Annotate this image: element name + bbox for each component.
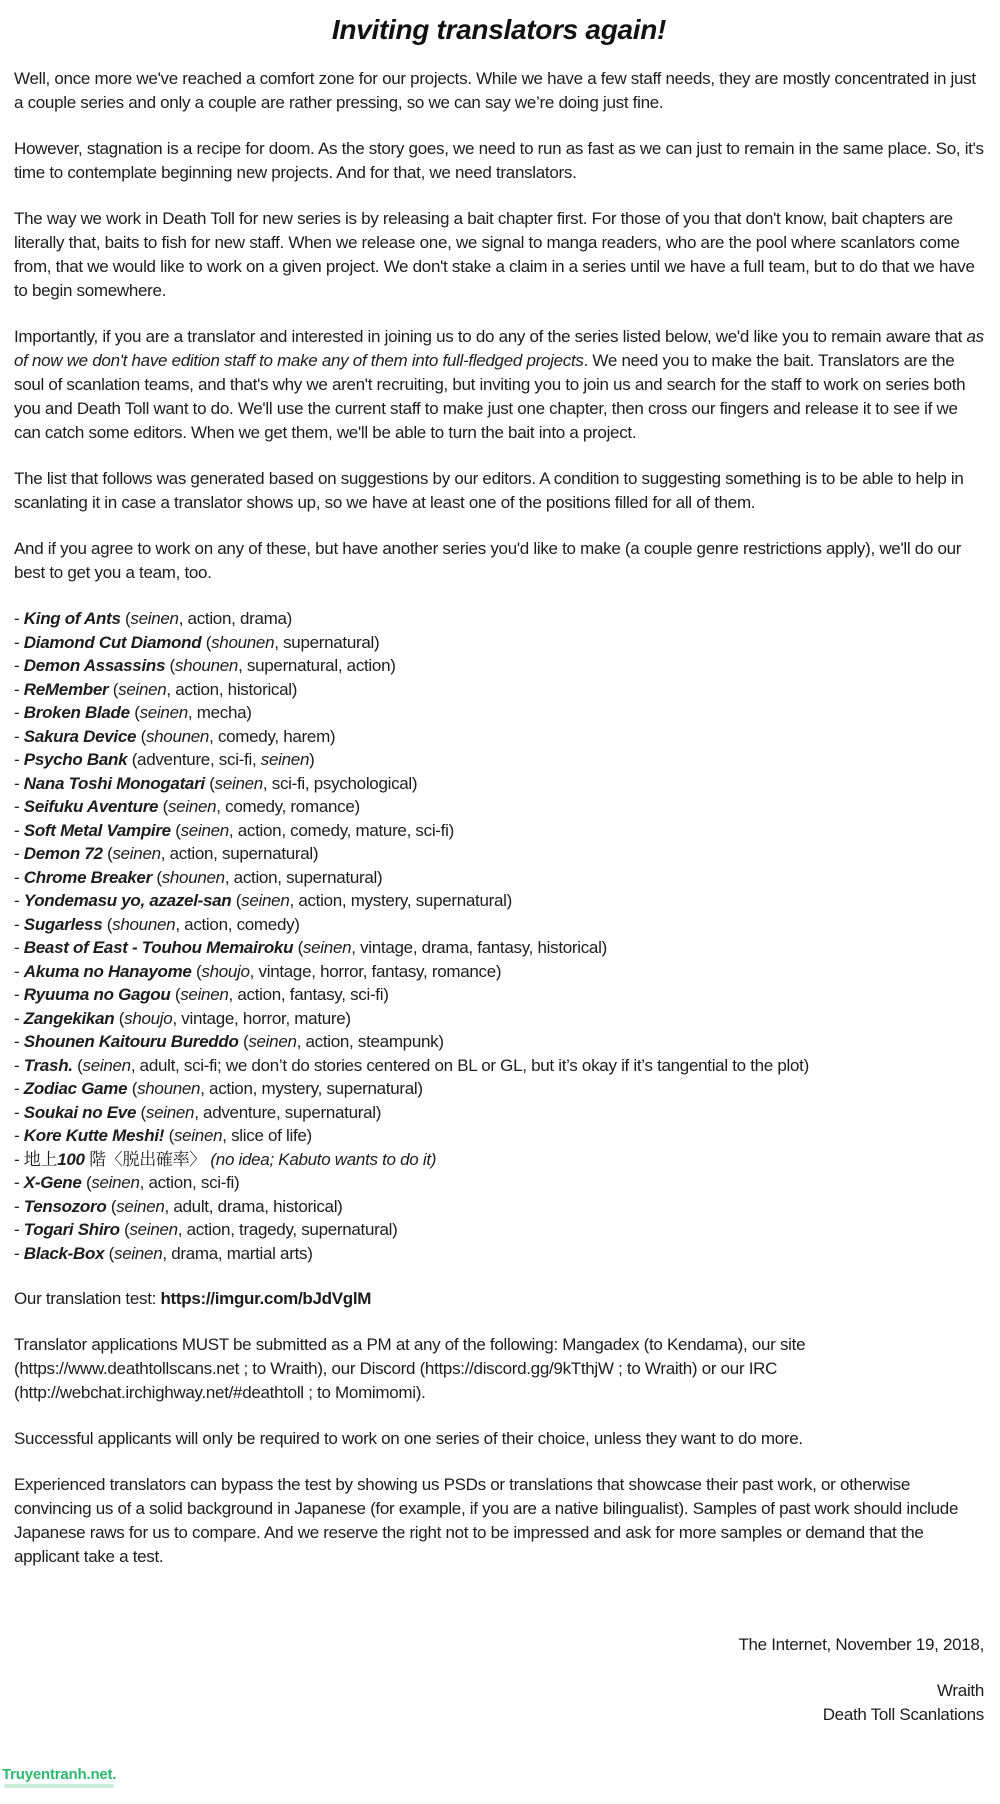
text-segment: Ryuuma no Gagou <box>23 985 171 1004</box>
text-segment: , mecha) <box>187 703 252 722</box>
text-segment: Successful applicants will only be required to work on one series of their choice, unless they want to do more. <box>14 1429 803 1448</box>
series-list-item <box>14 631 984 655</box>
text-segment: - <box>14 1196 24 1216</box>
text-segment: ( <box>158 797 168 816</box>
signature-dateline: The Internet, November 19, 2018, <box>738 1635 984 1654</box>
text-segment: Akuma no Hanayome <box>23 961 192 981</box>
text-segment: , action, steampunk) <box>296 1032 444 1051</box>
text-segment: ReMember <box>23 679 109 699</box>
text-segment: And if you agree to work on any of these, but have another series you'd like to make (a couple genre restrictions apply), we'll do our best to get you a team, too. <box>14 539 962 582</box>
series-list-item <box>14 983 984 1007</box>
series-list-item <box>14 960 984 984</box>
text-segment: ( <box>151 867 162 887</box>
text-segment: seinen <box>118 679 167 699</box>
text-segment: ( <box>127 1079 138 1098</box>
series-list-item <box>14 607 984 631</box>
text-segment: shounen <box>112 914 176 934</box>
text-segment: Seifuku Aventure <box>23 797 159 816</box>
text-segment: - <box>14 773 24 793</box>
text-segment: shounen <box>161 867 225 887</box>
text-segment: seinen <box>302 938 352 957</box>
text-segment: ( <box>102 914 113 934</box>
watermark-subtext <box>4 1784 114 1788</box>
text-segment: , supernatural, action) <box>238 656 396 675</box>
text-segment: ( <box>136 726 146 746</box>
text-segment: ( <box>108 679 119 699</box>
text-segment: shounen <box>211 632 275 652</box>
text-segment: seinen <box>114 1243 163 1263</box>
text-segment: , adventure, supernatural) <box>194 1102 382 1122</box>
text-segment: - <box>14 750 24 769</box>
text-segment: ( <box>106 1196 117 1216</box>
text-segment: - <box>14 1126 24 1145</box>
series-list-item <box>14 1218 984 1242</box>
signature-block <box>14 1633 984 1727</box>
text-segment: Yondemasu yo, azazel-san <box>23 891 232 910</box>
text-segment: - <box>14 656 24 675</box>
text-segment: , slice of life) <box>222 1126 312 1145</box>
paragraph <box>14 207 984 303</box>
text-segment: seinen <box>248 1032 297 1051</box>
series-list-item <box>14 1242 984 1266</box>
text-segment: - <box>14 632 24 652</box>
series-list-item <box>14 913 984 937</box>
text-segment: - <box>14 1055 24 1075</box>
text-segment: - <box>14 1008 24 1028</box>
paragraph <box>14 137 984 185</box>
series-list-item <box>14 654 984 678</box>
text-segment: Chrome Breaker <box>23 867 152 887</box>
text-segment: Shounen Kaitouru Bureddo <box>23 1032 239 1051</box>
series-list-item <box>14 678 984 702</box>
page-title: Inviting translators again! <box>331 14 667 45</box>
series-list-item <box>14 936 984 960</box>
text-segment: (adventure, sci-fi, <box>127 750 261 769</box>
text-segment: The list that follows was generated based on suggestions by our editors. A condition to suggesting something is to be able to help in scanlating it in case a translator shows up, so we have at least one of the positions filled for all of them. <box>14 469 964 512</box>
text-segment: , action, supernatural) <box>224 867 383 887</box>
text-segment: X-Gene <box>23 1173 82 1192</box>
text-segment: - <box>14 985 24 1004</box>
text-segment: , vintage, horror, fantasy, romance) <box>249 961 502 981</box>
text-segment: shoujo <box>201 961 250 981</box>
text-segment: ( <box>129 703 140 722</box>
text-segment: ) <box>309 750 315 769</box>
text-segment: Experienced translators can bypass the test by showing us PSDs or translations that showcase their past work, or otherwise convincing us of a solid background in Japanese (for example, if you are a native bilingualist). Samples of past work should include Japanese raws for us to compare. And we reserve the right not to be impressed and ask for more samples or demand that the applicant take a test. <box>14 1475 959 1566</box>
series-list-item <box>14 1148 984 1172</box>
text-segment: - <box>14 679 24 699</box>
text-segment: Kore Kutte Meshi! <box>23 1126 165 1145</box>
text-segment: ( <box>170 985 181 1004</box>
text-segment: ( <box>72 1055 83 1075</box>
text-segment: seinen <box>91 1173 140 1192</box>
series-list-item <box>14 889 984 913</box>
text-segment: seinen <box>214 773 263 793</box>
text-segment: ( <box>238 1032 249 1051</box>
paragraph <box>14 325 984 445</box>
text-segment: , action, drama) <box>178 609 293 628</box>
text-segment: (no idea; Kabuto wants to do it) <box>210 1149 437 1169</box>
text-segment: Trash. <box>23 1055 73 1075</box>
text-segment: seinen <box>139 703 188 722</box>
text-segment: - <box>14 1102 24 1122</box>
text-segment: - <box>14 797 24 816</box>
text-segment: Well, once more we've reached a comfort zone for our projects. While we have a few staff needs, they are mostly concentrated in just a couple series and only a couple are rather pressing, so we can say we’re doing just fine. <box>14 69 976 112</box>
text-segment: - <box>14 1173 24 1192</box>
text-segment: - <box>14 703 24 722</box>
text-segment: Our translation test: <box>14 1289 161 1308</box>
text-segment: shounen <box>174 656 239 675</box>
text-segment: seinen <box>180 820 229 840</box>
text-segment: , action, comedy, mature, sci-fi) <box>228 820 454 840</box>
text-segment: Zodiac Game <box>23 1079 128 1098</box>
series-list-item <box>14 1171 984 1195</box>
text-segment: ( <box>164 1126 174 1145</box>
series-list <box>14 607 984 1265</box>
text-segment: 100 <box>57 1149 85 1169</box>
series-list-item <box>14 772 984 796</box>
paragraph <box>14 1333 984 1405</box>
text-segment: - <box>14 820 24 840</box>
text-segment: ( <box>81 1173 92 1192</box>
text-segment: , adult, drama, historical) <box>164 1196 343 1216</box>
text-segment: Diamond Cut Diamond <box>23 632 202 652</box>
paragraph <box>14 1287 984 1311</box>
text-segment: seinen <box>82 1055 131 1075</box>
text-segment: ( <box>293 938 303 957</box>
text-segment: King of Ants <box>23 609 121 628</box>
text-segment: https://imgur.com/bJdVglM <box>160 1289 372 1308</box>
text-segment: , action, historical) <box>166 679 298 699</box>
text-segment: Sakura Device <box>23 726 137 746</box>
text-segment: Translator applications MUST be submitted as a PM at any of the following: Mangadex (to Kendama), our site (https://www.deathtollscans.net ; to Wraith), our Discord (https://discord.gg/9kTthjW ; to Wraith) or our IRC (http://webchat.irchighway.net/#deathtoll ; to Momimomi). <box>14 1335 806 1402</box>
series-list-item <box>14 1030 984 1054</box>
paragraph <box>14 1473 984 1569</box>
text-segment: ( <box>191 961 202 981</box>
series-list-item <box>14 1124 984 1148</box>
text-segment: - <box>14 1032 24 1051</box>
text-segment: ( <box>231 891 242 910</box>
text-segment: seinen <box>112 844 161 863</box>
text-segment: Soukai no Eve <box>23 1102 137 1122</box>
paragraph <box>14 67 984 115</box>
text-segment: seinen <box>260 750 310 769</box>
paragraph <box>14 537 984 585</box>
text-segment: ( <box>120 609 131 628</box>
text-segment: Togari Shiro <box>23 1220 120 1239</box>
text-segment: - <box>14 609 24 628</box>
intro-paragraphs <box>14 67 984 585</box>
outro-paragraphs <box>14 1287 984 1569</box>
text-segment: shounen <box>145 726 210 746</box>
watermark: Truyentranh.net. <box>2 1766 117 1783</box>
text-segment: ( <box>102 844 113 863</box>
text-segment: Tensozoro <box>23 1196 107 1216</box>
text-segment: The way we work in Death Toll for new series is by releasing a bait chapter first. For those of you that don't know, bait chapters are literally that, baits to fish for new staff. When we release one, we signal to manga readers, who are the pool where scanlators come from, that we would like to work on a given project. We don't stake a claim in a series until we have a full team, but to do that we have to begin somewhere. <box>14 209 975 300</box>
series-list-item <box>14 1195 984 1219</box>
series-list-item <box>14 795 984 819</box>
text-segment: - <box>14 726 24 746</box>
text-segment: ( <box>104 1243 115 1263</box>
text-segment: - <box>14 1220 24 1239</box>
signature-group: Death Toll Scanlations <box>822 1705 984 1724</box>
text-segment: Demon Assassins <box>23 656 166 675</box>
text-segment: , sci-fi, psychological) <box>262 773 418 793</box>
text-segment: Black-Box <box>23 1243 105 1263</box>
text-segment: seinen <box>129 1220 178 1239</box>
text-segment: Demon 72 <box>23 844 103 863</box>
text-segment: ( <box>119 1220 130 1239</box>
text-segment: ( <box>114 1008 125 1028</box>
text-segment: , comedy, harem) <box>209 726 336 746</box>
text-segment: - <box>14 914 24 934</box>
series-list-item <box>14 819 984 843</box>
text-segment: ( <box>204 773 215 793</box>
text-segment: , action, mystery, supernatural) <box>289 891 512 910</box>
text-segment: Importantly, if you are a translator and interested in joining us to do any of the series listed below, we'd like you to remain aware that <box>14 327 967 346</box>
text-segment: However, stagnation is a recipe for doom. As the story goes, we need to run as fast as we can just to remain in the same place. So, it's time to contemplate beginning new projects. And for that, we need translators. <box>14 139 984 182</box>
text-segment: ( <box>165 656 175 675</box>
text-segment: - <box>14 1243 24 1263</box>
text-segment: Broken Blade <box>23 703 130 722</box>
text-segment: - <box>14 867 24 887</box>
series-list-item <box>14 1101 984 1125</box>
text-segment: seinen <box>167 797 217 816</box>
text-segment: , action, comedy) <box>175 914 300 934</box>
series-list-item <box>14 866 984 890</box>
text-segment: , action, mystery, supernatural) <box>200 1079 423 1098</box>
text-segment: 地上 <box>23 1149 58 1169</box>
paragraph <box>14 1427 984 1451</box>
series-list-item <box>14 842 984 866</box>
text-segment: , action, fantasy, sci-fi) <box>228 985 389 1004</box>
text-segment: - <box>14 1149 24 1169</box>
text-segment: , supernatural) <box>274 632 380 652</box>
text-segment: , vintage, drama, fantasy, historical) <box>351 938 607 957</box>
text-segment: seinen <box>173 1126 223 1145</box>
signature-author: Wraith <box>936 1681 984 1700</box>
text-segment: , comedy, romance) <box>216 797 360 816</box>
text-segment: , action, tragedy, supernatural) <box>177 1220 398 1239</box>
paragraph <box>14 467 984 515</box>
text-segment: seinen <box>180 985 229 1004</box>
text-segment: - <box>14 961 24 981</box>
text-segment: shounen <box>137 1079 201 1098</box>
text-segment: seinen <box>116 1196 165 1216</box>
series-list-item <box>14 725 984 749</box>
text-segment: ( <box>136 1102 146 1122</box>
text-segment: ( <box>170 820 181 840</box>
text-segment: - <box>14 844 24 863</box>
text-segment: - <box>14 1079 24 1098</box>
text-segment: , action, sci-fi) <box>139 1173 240 1192</box>
series-list-item <box>14 701 984 725</box>
text-segment: . We need you to make the bait. Translators are the soul of scanlation teams, and that's why we aren't recruiting, but inviting you to join us and search for the staff to work on series both you and Death Toll want to do. We'll use the current staff to make just one chapter, then cross our fingers and release it to see if we can catch some editors. When we get them, we'll be able to turn the bait into a project. <box>14 351 966 442</box>
series-list-item <box>14 1054 984 1078</box>
text-segment: , adult, sci-fi; we don’t do stories centered on BL or GL, but it’s okay if it’s tangential to the plot) <box>130 1055 809 1075</box>
text-segment: 階〈脱出確率〉 <box>84 1149 211 1169</box>
text-segment: Psycho Bank <box>23 750 128 769</box>
text-segment: , action, supernatural) <box>160 844 319 863</box>
text-segment: - <box>14 938 24 957</box>
series-list-item <box>14 1077 984 1101</box>
text-segment: seinen <box>145 1102 195 1122</box>
text-segment: shoujo <box>124 1008 173 1028</box>
text-segment: , vintage, horror, mature) <box>172 1008 351 1028</box>
text-segment: seinen <box>241 891 290 910</box>
text-segment: Beast of East - Touhou Memairoku <box>23 938 294 957</box>
text-segment: , drama, martial arts) <box>162 1243 313 1263</box>
text-segment: seinen <box>130 609 179 628</box>
text-segment: Zangekikan <box>23 1008 115 1028</box>
text-segment: - <box>14 891 24 910</box>
text-segment: Soft Metal Vampire <box>23 820 171 840</box>
text-segment: ( <box>201 632 212 652</box>
text-segment: Nana Toshi Monogatari <box>23 773 205 793</box>
series-list-item <box>14 748 984 772</box>
text-segment: as of now we don't have edition staff to make any of them into full-fledged projects <box>14 327 984 370</box>
series-list-item <box>14 1007 984 1031</box>
text-segment: Sugarless <box>23 914 103 934</box>
